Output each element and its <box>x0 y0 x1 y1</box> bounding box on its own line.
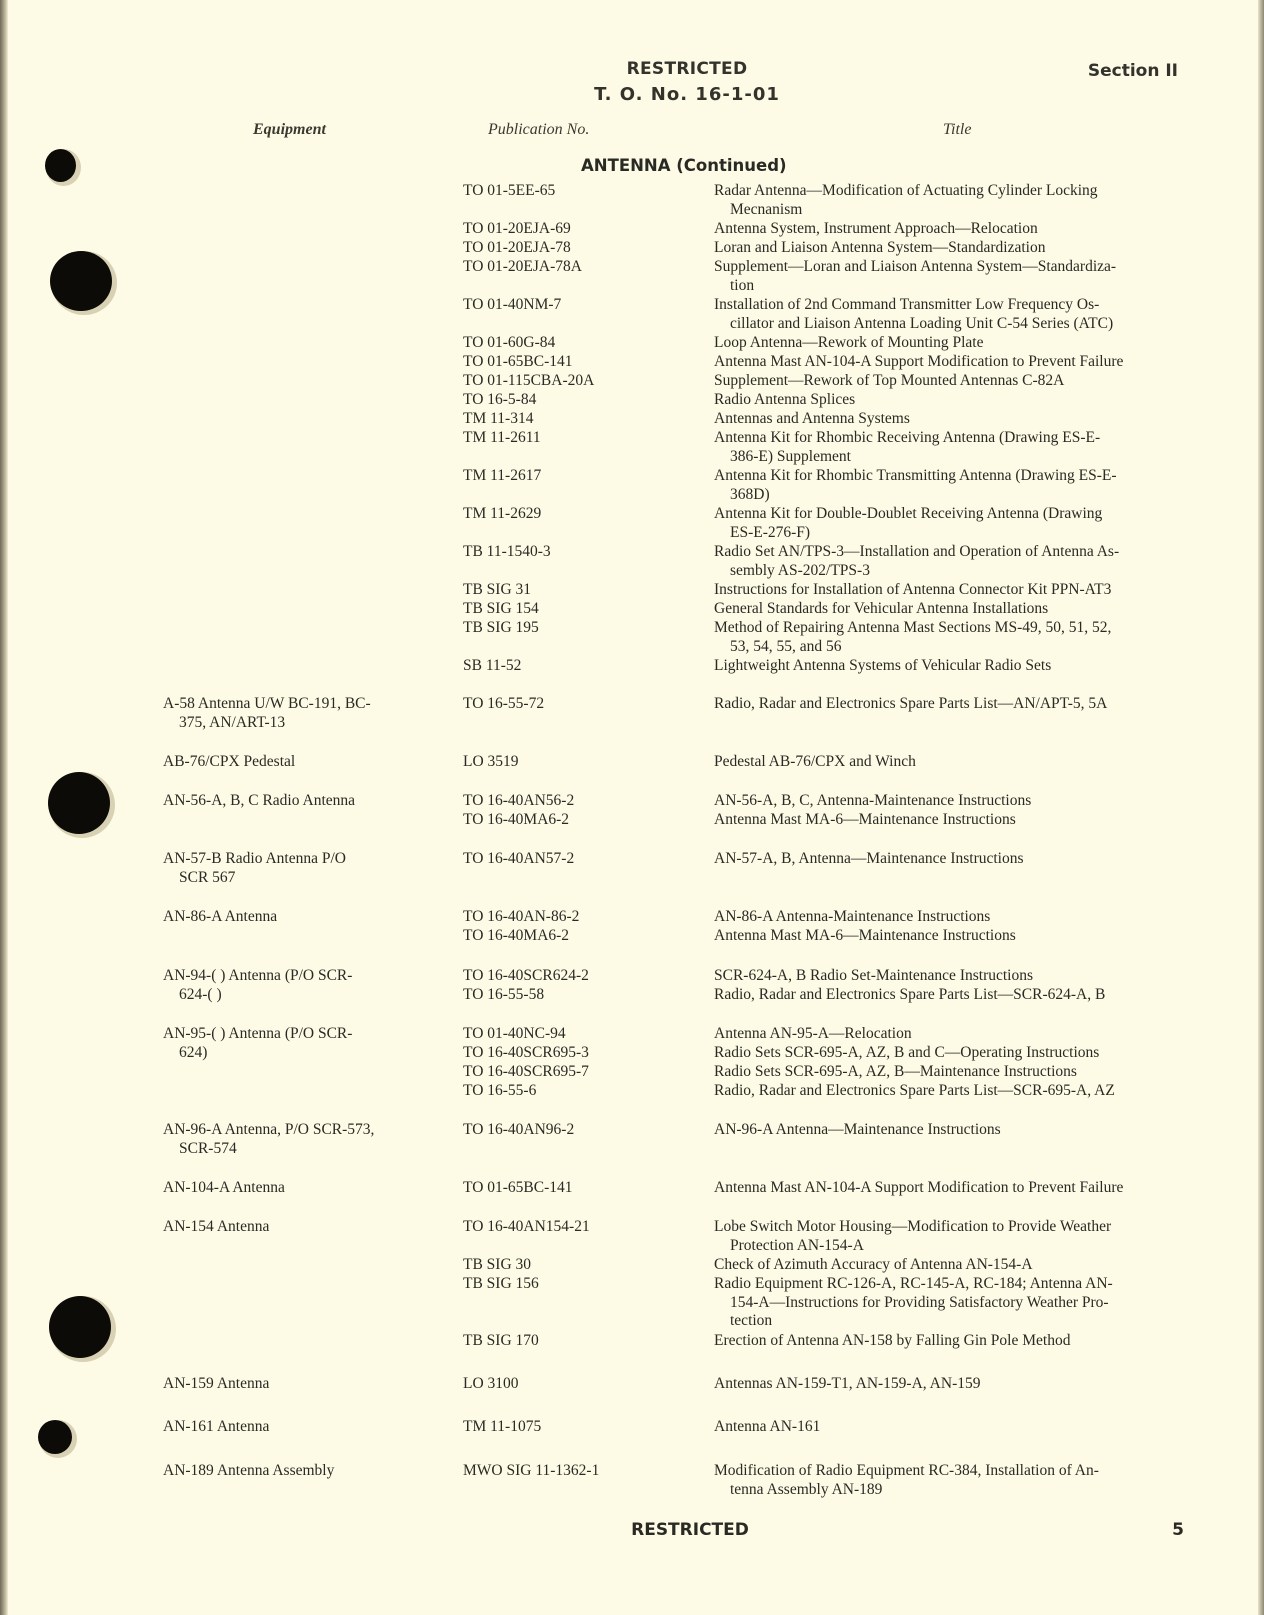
publication-title <box>714 1218 1214 1255</box>
publication-title <box>714 182 1214 219</box>
title-line: Antenna Kit for Rhombic Receiving Antenna (Drawing ES-E- <box>714 429 1101 446</box>
title-line: General Standards for Vehicular Antenna Installations <box>714 600 1049 617</box>
title-line: AN-86-A Antenna-Maintenance Instructions <box>714 908 991 925</box>
publication-title <box>714 1063 1214 1082</box>
publication-title <box>714 1179 1214 1198</box>
title-line: Radio Sets SCR-695-A, AZ, B and C—Operating Instructions <box>714 1044 1100 1061</box>
equipment-cell <box>163 1179 429 1198</box>
publication-title <box>714 600 1214 619</box>
publication-number: TB SIG 30 <box>463 1256 532 1273</box>
publication-number: TO 16-55-72 <box>463 695 545 712</box>
equipment-cell <box>163 850 429 887</box>
equipment-line: AN-56-A, B, C Radio Antenna <box>163 792 356 809</box>
publication-title <box>714 927 1214 946</box>
equipment-line: SCR 567 <box>179 868 236 886</box>
title-line: Radio Set AN/TPS-3—Installation and Operation of Antenna As- <box>714 543 1120 560</box>
title-line: AN-96-A Antenna—Maintenance Instructions <box>714 1121 1001 1138</box>
title-line: Antenna Mast MA-6—Maintenance Instructions <box>714 927 1016 944</box>
publication-title <box>714 239 1214 258</box>
equipment-cell <box>163 792 429 811</box>
publication-number: TO 01-65BC-141 <box>463 353 573 370</box>
publication-title <box>714 1462 1214 1499</box>
publication-title <box>714 811 1214 830</box>
publication-number: TM 11-314 <box>463 410 534 427</box>
equipment-line: AN-96-A Antenna, P/O SCR-573, <box>163 1121 375 1138</box>
title-line: Supplement—Rework of Top Mounted Antennas C-82A <box>714 372 1065 389</box>
title-line: Erection of Antenna AN-158 by Falling Gin Pole Method <box>714 1332 1071 1349</box>
title-line: Modification of Radio Equipment RC-384, Installation of An- <box>714 1462 1099 1479</box>
title-line: Antenna System, Instrument Approach—Relocation <box>714 220 1038 237</box>
equipment-line: AN-95-( ) Antenna (P/O SCR- <box>163 1025 353 1042</box>
publication-title <box>714 372 1214 391</box>
equipment-line: SCR-574 <box>179 1139 237 1157</box>
publication-title <box>714 1121 1214 1140</box>
publication-title <box>714 220 1214 239</box>
publication-title <box>714 753 1214 772</box>
equipment-line: 624-( ) <box>179 985 222 1003</box>
publication-title <box>714 1275 1214 1331</box>
equipment-cell <box>163 1462 429 1481</box>
publication-title <box>714 353 1214 372</box>
publication-title <box>714 296 1214 333</box>
equipment-cell <box>163 1025 429 1062</box>
equipment-line: AN-189 Antenna Assembly <box>163 1462 335 1479</box>
publication-number: LO 3100 <box>463 1375 519 1392</box>
title-line: 368D) <box>730 485 770 503</box>
title-line: Mecnanism <box>730 200 803 218</box>
title-line: Radio, Radar and Electronics Spare Parts List—AN/APT-5, 5A <box>714 695 1108 712</box>
publication-number: TO 01-65BC-141 <box>463 1179 573 1196</box>
publication-number: TB SIG 170 <box>463 1332 539 1349</box>
publication-title <box>714 391 1214 410</box>
publication-number: TM 11-2629 <box>463 505 542 522</box>
title-line: Antenna Mast MA-6—Maintenance Instructions <box>714 811 1016 828</box>
publication-number: TO 16-55-58 <box>463 986 545 1003</box>
title-line: tion <box>730 276 755 294</box>
publication-number: TB SIG 156 <box>463 1275 539 1292</box>
publication-title <box>714 1418 1214 1437</box>
title-line: Loran and Liaison Antenna System—Standardization <box>714 239 1046 256</box>
title-line: Supplement—Loran and Liaison Antenna System—Standardiza- <box>714 258 1117 275</box>
publication-number: TO 16-55-6 <box>463 1082 537 1099</box>
equipment-line: AN-104-A Antenna <box>163 1179 285 1196</box>
publication-number: TO 01-40NC-94 <box>463 1025 566 1042</box>
equipment-line: 624) <box>179 1043 208 1061</box>
equipment-line: AN-57-B Radio Antenna P/O <box>163 850 346 867</box>
publication-number: TO 01-60G-84 <box>463 334 556 351</box>
equipment-cell <box>163 1375 429 1394</box>
column-header-publication: Publication No. <box>488 121 590 138</box>
header-classification: RESTRICTED <box>626 59 748 79</box>
binder-hole-small <box>38 1420 72 1454</box>
header-to-number: T. O. No. 16-1-01 <box>594 84 780 105</box>
title-line: Lobe Switch Motor Housing—Modification to Provide Weather <box>714 1218 1112 1235</box>
publication-title <box>714 908 1214 927</box>
equipment-cell <box>163 1218 429 1237</box>
title-line: Lightweight Antenna Systems of Vehicular Radio Sets <box>714 657 1052 674</box>
publication-title <box>714 467 1214 504</box>
publication-number: MWO SIG 11-1362-1 <box>463 1462 600 1479</box>
publication-number: TO 01-20EJA-69 <box>463 220 571 237</box>
title-line: Installation of 2nd Command Transmitter Low Frequency Os- <box>714 296 1100 313</box>
title-line: SCR-624-A, B Radio Set-Maintenance Instructions <box>714 967 1033 984</box>
publication-number: TO 01-115CBA-20A <box>463 372 595 389</box>
title-line: Radar Antenna—Modification of Actuating Cylinder Locking <box>714 182 1098 199</box>
column-header-equipment: Equipment <box>253 121 326 138</box>
footer-classification: RESTRICTED <box>631 1520 749 1540</box>
equipment-line: AN-86-A Antenna <box>163 908 278 925</box>
publication-number: TO 01-20EJA-78 <box>463 239 571 256</box>
publication-number: TO 16-40AN56-2 <box>463 792 575 809</box>
publication-title <box>714 1256 1214 1275</box>
title-line: Antenna Kit for Double-Doublet Receiving Antenna (Drawing <box>714 505 1103 522</box>
publication-number: TB SIG 31 <box>463 581 532 598</box>
publication-title <box>714 657 1214 676</box>
publication-title <box>714 581 1214 600</box>
publication-number: TB SIG 195 <box>463 619 539 636</box>
column-header-title: Title <box>943 121 972 138</box>
publication-title <box>714 505 1214 542</box>
equipment-cell <box>163 908 429 927</box>
publication-number: TO 16-40AN-86-2 <box>463 908 580 925</box>
publication-number: TB SIG 154 <box>463 600 539 617</box>
title-line: Protection AN-154-A <box>730 1236 864 1254</box>
title-line: 386-E) Supplement <box>730 447 851 465</box>
publication-number: TO 01-20EJA-78A <box>463 258 582 275</box>
equipment-cell <box>163 967 429 1004</box>
publication-title <box>714 792 1214 811</box>
publication-number: TO 01-40NM-7 <box>463 296 562 313</box>
equipment-line: AN-159 Antenna <box>163 1375 270 1392</box>
equipment-line: AN-161 Antenna <box>163 1418 270 1435</box>
title-line: ES-E-276-F) <box>730 523 811 541</box>
title-line: Antenna Kit for Rhombic Transmitting Antenna (Drawing ES-E- <box>714 467 1117 484</box>
publication-number: TO 16-5-84 <box>463 391 537 408</box>
equipment-line: AN-94-( ) Antenna (P/O SCR- <box>163 967 353 984</box>
publication-title <box>714 334 1214 353</box>
publication-number: TO 16-40AN57-2 <box>463 850 575 867</box>
publication-number: LO 3519 <box>463 753 519 770</box>
equipment-cell <box>163 753 429 772</box>
publication-title <box>714 967 1214 986</box>
publication-number: TO 16-40MA6-2 <box>463 811 570 828</box>
publication-title <box>714 1375 1214 1394</box>
page-edge-right <box>1258 0 1264 1615</box>
title-line: Antenna Mast AN-104-A Support Modification to Prevent Failure <box>714 1179 1124 1196</box>
header-section: Section II <box>1087 61 1178 81</box>
title-line: Radio Equipment RC-126-A, RC-145-A, RC-184; Antenna AN- <box>714 1275 1113 1292</box>
equipment-cell <box>163 1121 429 1158</box>
title-line: Radio, Radar and Electronics Spare Parts List—SCR-624-A, B <box>714 986 1106 1003</box>
publication-title <box>714 1082 1214 1101</box>
title-line: Radio, Radar and Electronics Spare Parts List—SCR-695-A, AZ <box>714 1082 1115 1099</box>
publication-number: TM 11-1075 <box>463 1418 542 1435</box>
equipment-line: AB-76/CPX Pedestal <box>163 753 296 770</box>
binder-hole-large <box>49 1296 111 1358</box>
title-line: sembly AS-202/TPS-3 <box>730 561 870 579</box>
publication-title <box>714 429 1214 466</box>
publication-number: TO 16-40AN96-2 <box>463 1121 575 1138</box>
title-line: Antenna Mast AN-104-A Support Modification to Prevent Failure <box>714 353 1124 370</box>
title-line: Instructions for Installation of Antenna Connector Kit PPN-AT3 <box>714 581 1112 598</box>
title-line: 53, 54, 55, and 56 <box>730 637 842 655</box>
title-line: Antennas AN-159-T1, AN-159-A, AN-159 <box>714 1375 981 1392</box>
title-line: Antenna AN-95-A—Relocation <box>714 1025 912 1042</box>
publication-title <box>714 258 1214 295</box>
page-edge-left <box>0 0 8 1615</box>
publication-number: TO 16-40AN154-21 <box>463 1218 590 1235</box>
publication-title <box>714 1332 1214 1351</box>
equipment-cell <box>163 695 429 732</box>
publication-number: TO 16-40SCR695-7 <box>463 1063 589 1080</box>
title-line: cillator and Liaison Antenna Loading Unit C-54 Series (ATC) <box>730 314 1114 332</box>
publication-title <box>714 410 1214 429</box>
binder-hole-small <box>45 149 76 182</box>
publication-title <box>714 850 1214 869</box>
title-line: AN-56-A, B, C, Antenna-Maintenance Instructions <box>714 792 1032 809</box>
publication-title <box>714 986 1214 1005</box>
publication-number: TO 01-5EE-65 <box>463 182 556 199</box>
section-heading: ANTENNA (Continued) <box>581 156 787 175</box>
title-line: Antenna AN-161 <box>714 1418 821 1435</box>
equipment-line: 375, AN/ART-13 <box>179 713 286 731</box>
publication-number: TM 11-2617 <box>463 467 542 484</box>
publication-title <box>714 543 1214 580</box>
binder-hole-large <box>50 251 112 311</box>
title-line: Method of Repairing Antenna Mast Sections MS-49, 50, 51, 52, <box>714 619 1112 636</box>
equipment-cell <box>163 1418 429 1437</box>
title-line: Check of Azimuth Accuracy of Antenna AN-154-A <box>714 1256 1033 1273</box>
equipment-line: AN-154 Antenna <box>163 1218 270 1235</box>
publication-number: SB 11-52 <box>463 657 522 674</box>
publication-number: TB 11-1540-3 <box>463 543 551 560</box>
equipment-line: A-58 Antenna U/W BC-191, BC- <box>163 695 371 712</box>
title-line: Pedestal AB-76/CPX and Winch <box>714 753 916 770</box>
publication-number: TO 16-40SCR695-3 <box>463 1044 589 1061</box>
title-line: Radio Antenna Splices <box>714 391 856 408</box>
title-line: Radio Sets SCR-695-A, AZ, B—Maintenance Instructions <box>714 1063 1077 1080</box>
publication-title <box>714 619 1214 656</box>
publication-number: TO 16-40SCR624-2 <box>463 967 589 984</box>
publication-title <box>714 695 1214 714</box>
publication-title <box>714 1025 1214 1044</box>
title-line: Antennas and Antenna Systems <box>714 410 910 427</box>
title-line: Loop Antenna—Rework of Mounting Plate <box>714 334 984 351</box>
publication-number: TO 16-40MA6-2 <box>463 927 570 944</box>
title-line: tenna Assembly AN-189 <box>730 1480 883 1498</box>
publication-number: TM 11-2611 <box>463 429 541 446</box>
title-line: AN-57-A, B, Antenna—Maintenance Instructions <box>714 850 1024 867</box>
title-line: 154-A—Instructions for Providing Satisfactory Weather Pro- <box>730 1293 1109 1311</box>
binder-hole-large <box>48 772 110 834</box>
publication-title <box>714 1044 1214 1063</box>
page-number: 5 <box>1172 1520 1184 1540</box>
title-line: tection <box>730 1312 773 1329</box>
